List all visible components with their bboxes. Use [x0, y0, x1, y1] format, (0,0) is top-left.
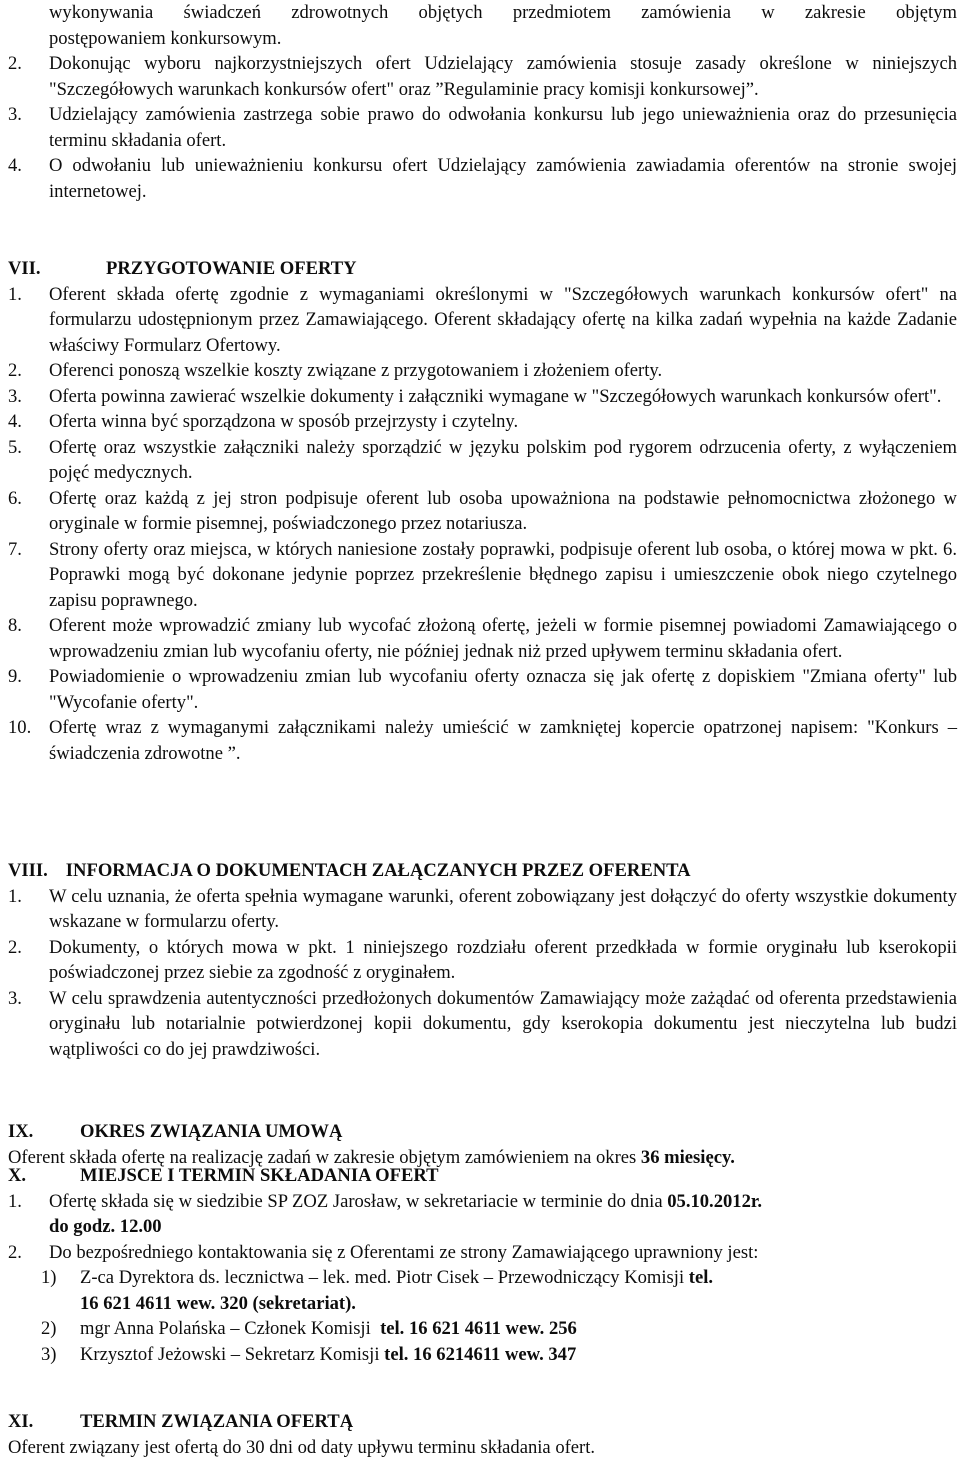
list-item	[0, 153, 957, 204]
section-vi-list	[0, 51, 960, 204]
item-text-part: Ofertę składa się w siedzibie SP ZOZ Jarosław, w sekretariacie w terminie do dnia	[49, 1190, 668, 1212]
item-text: Powiadomienie o wprowadzeniu zmian lub wycofaniu oferty oznacza się jak ofertę z dopiskiem "Zmiana oferty" lub "Wycofanie oferty".	[49, 666, 957, 713]
list-item	[0, 715, 957, 766]
continuation-line-2: postępowaniem konkursowym.	[49, 27, 282, 49]
item-text: Oferenci ponoszą wszelkie koszty związane z przygotowaniem i złożeniem oferty.	[49, 360, 663, 381]
item-number: 8.	[8, 615, 22, 636]
item-number: 9.	[8, 666, 22, 687]
item-text: Udzielający zamówienia zastrzega sobie prawo do odwołania konkursu lub jego unieważnienia oraz do przesunięcia terminu składania ofert.	[49, 104, 957, 151]
item-bold-date: 05.10.2012r.	[667, 1190, 763, 1212]
item-bold-time: do godz. 12.00	[49, 1216, 162, 1237]
list-item	[0, 435, 957, 486]
section-heading	[0, 858, 960, 884]
item-text: Do bezpośredniego kontaktowania się z Oferentami ze strony Zamawiającego uprawniony jest:	[49, 1241, 759, 1263]
item-text: W celu uznania, że oferta spełnia wymagane warunki, oferent zobowiązany jest dołączyć do oferty wszystkie dokumenty wskazane w formularzu oferty.	[49, 885, 957, 932]
item-number: 2.	[8, 360, 22, 381]
list-item	[0, 537, 957, 614]
item-text: Oferent może wprowadzić zmiany lub wycofać złożoną ofertę, jeżeli w formie pisemnej powiadomi Zamawiającego o wprowadzeniu zmian lub wycofaniu oferty, nie później jednak niż przed upływem terminu składania ofert.	[49, 615, 957, 662]
list-item	[0, 102, 957, 153]
section-heading	[0, 256, 960, 282]
item-number: 1.	[8, 885, 22, 907]
section-viii	[0, 858, 960, 1062]
contact-phone: tel. 16 6214611 wew. 347	[384, 1343, 577, 1365]
item-number: 4.	[8, 411, 22, 432]
contact-text	[80, 1316, 957, 1342]
section-xi	[0, 1409, 960, 1460]
item-number: 3.	[8, 104, 22, 125]
item-number: 6.	[8, 487, 22, 509]
list-item	[0, 358, 957, 384]
item-text	[49, 1189, 957, 1240]
list-item	[0, 664, 957, 715]
contact-name: Z-ca Dyrektora ds. lecznictwa – lek. med. Piotr Cisek – Przewodniczący Komisji	[80, 1267, 689, 1288]
section-title: OKRES ZWIĄZANIA UMOWĄ	[80, 1121, 343, 1142]
section-number: VIII.	[8, 860, 48, 881]
section-heading	[0, 1163, 960, 1189]
contact-phone-label: tel.	[688, 1267, 714, 1288]
list-item	[0, 384, 957, 410]
top-continuation	[0, 0, 960, 51]
list-item	[0, 986, 957, 1063]
contact-item	[0, 1265, 957, 1316]
item-text: Strony oferty oraz miejsca, w których naniesione zostały poprawki, podpisuje oferent lub osoba, o której mowa w pkt. 6. Poprawki mogą być dokonane jedynie poprzez przekreślenie błędnego zapisu i umieszczenie obok niego czytelnego zapisu poprawnego.	[49, 538, 957, 611]
item-number: 2.	[8, 53, 22, 74]
item-number: 10.	[8, 717, 32, 738]
section-heading	[0, 1409, 960, 1435]
item-text: Ofertę wraz z wymaganymi załącznikami należy umieścić w zamkniętej kopercie opatrzonej napisem: "Konkurs – świadczenia zdrowotne ”.	[49, 717, 957, 764]
contact-number: 1)	[41, 1267, 57, 1288]
contact-number: 3)	[41, 1343, 57, 1365]
item-number: 1.	[8, 1190, 22, 1212]
section-number: IX.	[8, 1121, 34, 1142]
list-item	[0, 935, 957, 986]
section-paragraph: Oferent związany jest ofertą do 30 dni od daty upływu terminu składania ofert.	[8, 1436, 596, 1458]
contact-name: mgr Anna Polańska – Członek Komisji	[80, 1318, 381, 1339]
section-title: TERMIN ZWIĄZANIA OFERTĄ	[80, 1411, 354, 1432]
item-text: Ofertę oraz wszystkie załączniki należy sporządzić w języku polskim pod rygorem odrzucenia oferty, z wyłączeniem pojęć medycznych.	[49, 436, 957, 483]
item-text: Oferta winna być sporządzona w sposób przejrzysty i czytelny.	[49, 411, 519, 432]
section-vii	[0, 256, 960, 766]
item-text: O odwołaniu lub unieważnieniu konkursu ofert Udzielający zamówienia zawiadamia oferentów na stronie swojej internetowej.	[49, 155, 957, 202]
item-text: Ofertę oraz każdą z jej stron podpisuje oferent lub osoba upoważniona na podstawie pełnomocnictwa złożonego w oryginale w formie pisemnej, poświadczonego przez notariusza.	[49, 487, 957, 534]
section-number: XI.	[8, 1411, 34, 1432]
item-number: 2.	[8, 936, 22, 958]
item-text: Oferta powinna zawierać wszelkie dokumenty i załączniki wymagane w "Szczegółowych warunkach konkursów ofert".	[49, 385, 942, 407]
section-number: VII.	[8, 258, 41, 279]
contact-item	[0, 1342, 957, 1368]
list-item	[0, 613, 957, 664]
contact-item	[0, 1316, 957, 1342]
list-item	[0, 409, 957, 435]
item-text: Dokumenty, o których mowa w pkt. 1 niniejszego rozdziału oferent przedkłada w formie oryginału lub kserokopii poświadczonej przez siebie za zgodność z oryginałem.	[49, 936, 957, 983]
contact-number: 2)	[41, 1318, 57, 1339]
contact-name: Krzysztof Jeżowski – Sekretarz Komisji	[80, 1343, 385, 1365]
section-number: X.	[8, 1165, 27, 1186]
contact-text	[80, 1342, 957, 1368]
list-item	[0, 282, 957, 359]
item-number: 3.	[8, 987, 22, 1009]
contact-phone: tel. 16 621 4611 wew. 256	[380, 1318, 577, 1339]
list-item	[0, 51, 957, 102]
section-heading	[0, 1119, 960, 1145]
item-text: Dokonując wyboru najkorzystniejszych ofert Udzielający zamówienia stosuje zasady określone w niniejszych "Szczegółowych warunkach konkursów ofert" oraz ”Regulaminie pracy komisji konkursowej”.	[49, 53, 957, 100]
section-x	[0, 1163, 960, 1367]
continuation-line-1: wykonywania świadczeń zdrowotnych objętych przedmiotem zamówienia w zakresie objętym	[49, 2, 957, 23]
item-text: Oferent składa ofertę zgodnie z wymaganiami określonymi w "Szczegółowych warunkach konkursów ofert" na formularzu udostępnionym przez Zamawiającego. Oferent składający ofertę na kilka zadań wypełnia na każde Zadanie właściwy Formularz Ofertowy.	[49, 283, 957, 356]
item-number: 3.	[8, 385, 22, 407]
item-number: 5.	[8, 436, 22, 458]
section-title: MIEJSCE I TERMIN SKŁADANIA OFERT	[80, 1165, 439, 1186]
list-item	[0, 1189, 957, 1240]
contact-text	[80, 1265, 957, 1316]
section-title: PRZYGOTOWANIE OFERTY	[106, 258, 357, 279]
item-number: 1.	[8, 283, 22, 305]
contact-phone: 16 621 4611 wew. 320 (sekretariat).	[80, 1292, 356, 1314]
item-number: 2.	[8, 1241, 22, 1263]
list-item	[0, 884, 957, 935]
item-number: 4.	[8, 155, 22, 176]
paragraph-text: Oferent składa ofertę na realizację zadań w zakresie objętym zamówieniem na okres	[8, 1146, 641, 1168]
paragraph-bold-text: 36 miesięcy.	[640, 1146, 735, 1168]
list-item	[0, 1240, 957, 1266]
list-item	[0, 486, 957, 537]
item-number: 7.	[8, 538, 22, 560]
item-text: W celu sprawdzenia autentyczności przedłożonych dokumentów Zamawiający może zażądać od oferenta przedstawienia oryginału lub notarialnie potwierdzonej kopii dokumentu, gdy kserokopia dokumentu jest nieczytelna lub budzi wątpliwości co do jej prawdziwości.	[49, 987, 957, 1060]
section-title: INFORMACJA O DOKUMENTACH ZAŁĄCZANYCH PRZEZ OFERENTA	[65, 860, 691, 881]
